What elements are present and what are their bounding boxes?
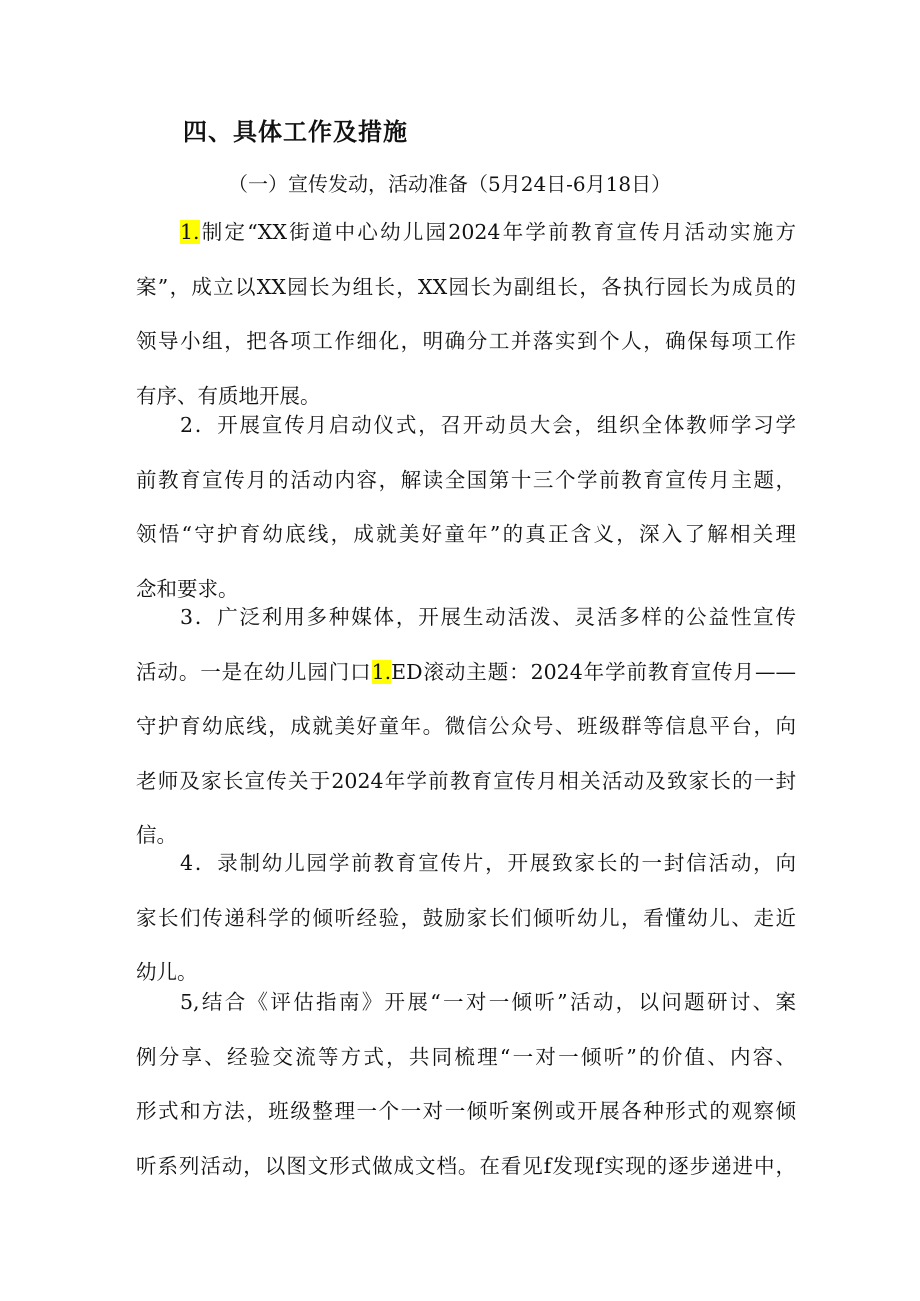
line-text: ED滚动主题：2024年学前教育宣传月—— [391, 659, 796, 684]
line-text: 制定“XX街道中心幼儿园2024年学前教育宣传月活动实施方 [199, 220, 796, 244]
paragraph-line: 有序、有质地开展。 [136, 383, 321, 408]
paragraph-line: 案”，成立以XX园长为组长，XX园长为副组长，各执行园长为成员的 [136, 274, 796, 299]
section-heading: 四、具体工作及措施 [183, 118, 408, 146]
paragraph-line: 领悟“守护育幼底线，成就美好童年”的真正含义，深入了解相关理 [136, 522, 796, 546]
paragraph-line [136, 205, 796, 260]
paragraph-line: 老师及家长宣传关于2024年学前教育宣传月相关活动及致家长的一封 [136, 768, 796, 793]
highlighted-text: 1. [180, 220, 200, 244]
paragraph-line: 领导小组，把各项工作细化，明确分工并落实到个人，确保每项工作 [136, 329, 796, 353]
paragraph-line: 念和要求。 [136, 576, 239, 601]
paragraph-line: 5,结合《评估指南》开展“一对一倾听”活动，以问题研讨、案 [180, 990, 796, 1014]
paragraph-line: 听系列活动，以图文形式做成文档。在看见f发现f实现的逐步递进中， [136, 1153, 796, 1178]
paragraph-line: 形式和方法，班级整理一个一对一倾听案例或开展各种形式的观察倾 [136, 1099, 796, 1123]
paragraph-line [136, 645, 796, 700]
paragraph-line: 例分享、经验交流等方式，共同梳理“一对一倾听”的价值、内容、 [136, 1044, 796, 1069]
subsection-heading: （一）宣传发动，活动准备（5月24日-6月18日） [228, 172, 672, 196]
paragraph-line: 信。 [136, 823, 177, 847]
line-text: 活动。一是在幼儿园门口 [136, 659, 372, 684]
paragraph-5 [136, 975, 796, 1193]
paragraph-1 [136, 205, 796, 423]
paragraph-2 [136, 398, 796, 616]
paragraph-line: 前教育宣传月的活动内容，解读全国第十三个学前教育宣传月主题， [136, 467, 796, 492]
paragraph-line: 2．开展宣传月启动仪式，召开动员大会，组织全体教师学习学 [180, 413, 796, 437]
paragraph-line: 守护育幼底线，成就美好童年。微信公众号、班级群等信息平台，向 [136, 714, 796, 738]
paragraph-3 [136, 590, 796, 863]
paragraph-line: 幼儿。 [136, 960, 198, 984]
highlighted-text: 1. [371, 659, 392, 684]
paragraph-line: 家长们传递科学的倾听经验，鼓励家长们倾听幼儿，看懂幼儿、走近 [136, 905, 796, 930]
paragraph-line: 3．广泛利用多种媒体，开展生动活泼、灵活多样的公益性宣传 [180, 605, 796, 629]
paragraph-line: 4．录制幼儿园学前教育宣传片，开展致家长的一封信活动，向 [180, 851, 796, 875]
